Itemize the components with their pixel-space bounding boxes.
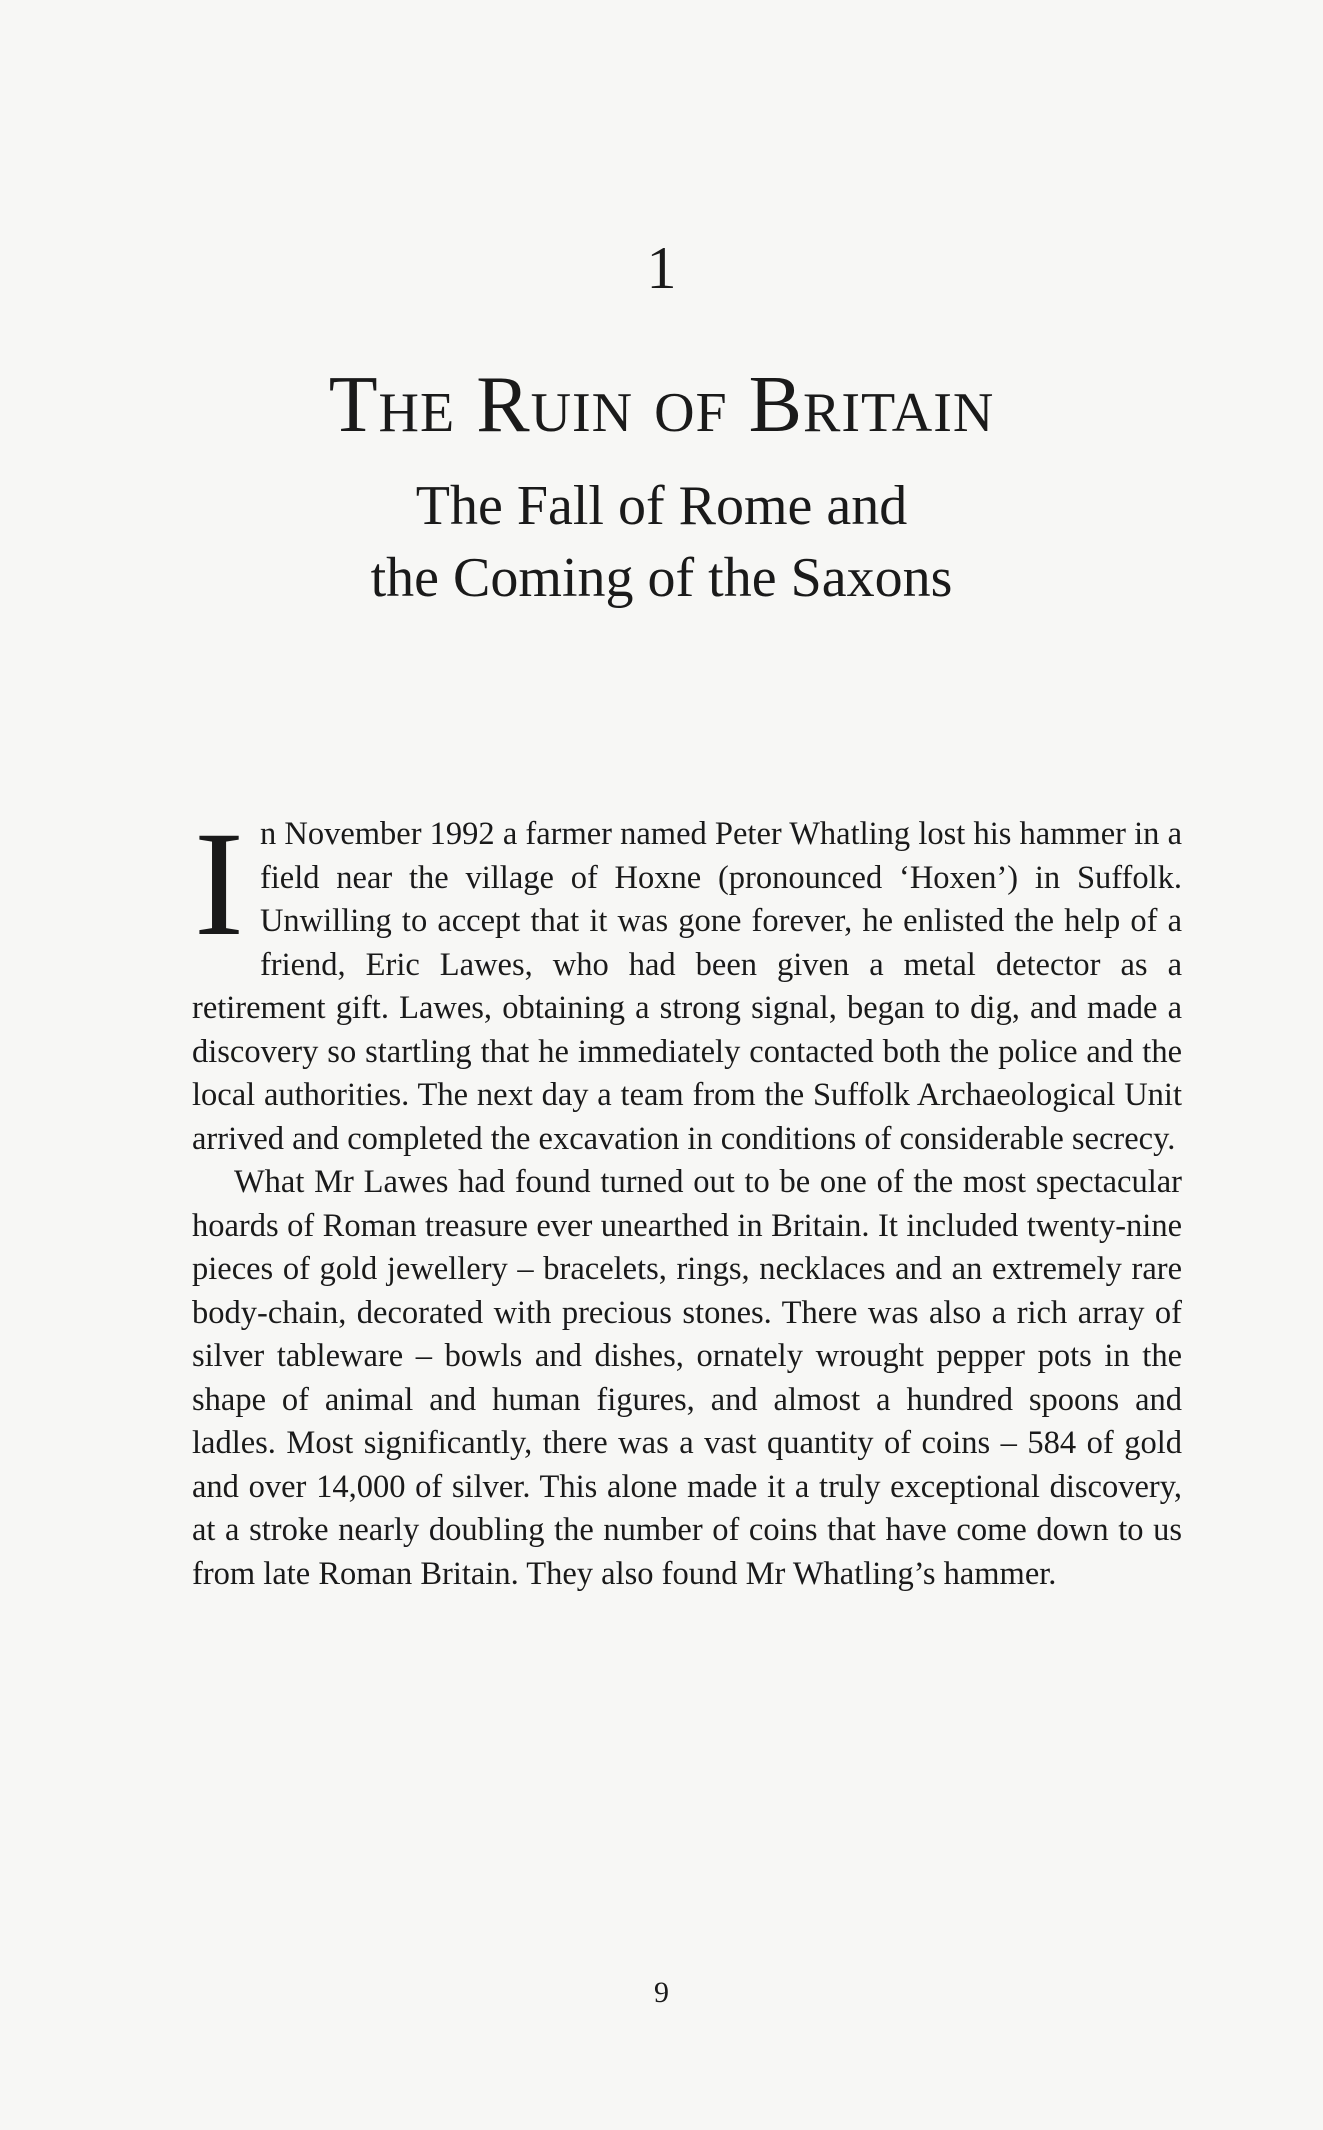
chapter-subtitle (0, 470, 1323, 614)
drop-cap: I (194, 801, 244, 967)
page-number: 9 (654, 1976, 669, 2009)
paragraph-1-text: n November 1992 a farmer named Peter Whatling lost his hammer in a field near the village of Hoxne (pronounced ‘Hoxen’) in Suffolk. Unwilling to accept that it was gone forever, he enlisted the help of a friend, Eric Lawes, who had been given a metal detector as a retirement gift. Lawes, obtaining a strong signal, began to dig, and made a discovery so startling that he immediately contacted both the police and the local authorities. The next day a team from the Suffolk Archaeological Unit arrived and completed the excavation in conditions of considerable secrecy. (192, 816, 1182, 1157)
chapter-subtitle-line-2: the Coming of the Saxons (370, 547, 953, 609)
body-text (192, 801, 1182, 1596)
chapter-subtitle-line-1: The Fall of Rome and (415, 475, 908, 537)
chapter-title: The Ruin of Britain (328, 361, 995, 449)
paragraph-1 (192, 801, 1182, 1161)
paragraph-2: What Mr Lawes had found turned out to be one of the most spectacular hoards of Roman treasure ever unearthed in Britain. It included twenty-nine pieces of gold jewellery – bracelets, rings, necklaces and an extremely rare body-chain, decorated with precious stones. There was also a rich array of silver tableware – bowls and dishes, ornately wrought pepper pots in the shape of animal and human figures, and almost a hundred spoons and ladles. Most significantly, there was a vast quantity of coins – 584 of gold and over 14,000 of silver. This alone made it a truly exceptional discovery, at a stroke nearly doubling the number of coins that have come down to us from late Roman Britain. They also found Mr Whatling’s hammer. (192, 1164, 1182, 1592)
chapter-number: 1 (646, 235, 677, 301)
